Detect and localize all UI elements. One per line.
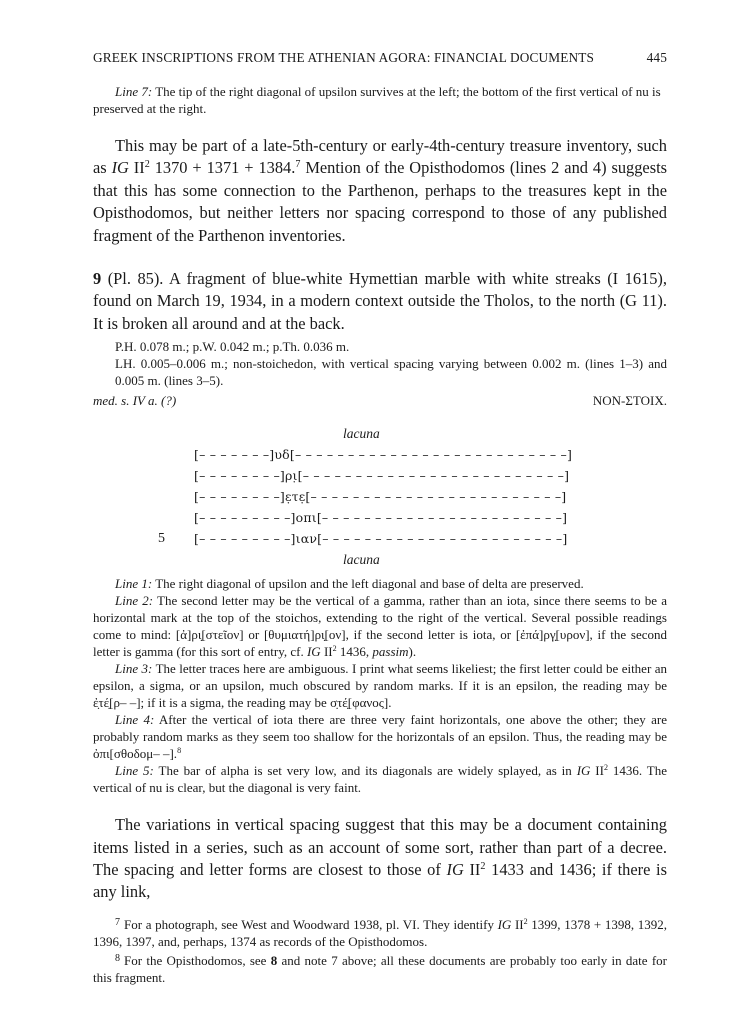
footnote-7-ig: IG bbox=[497, 916, 512, 932]
commentary-line-3-label: Line 3: bbox=[115, 661, 153, 677]
commentary-line-5-ig: IG bbox=[576, 763, 591, 779]
inscription-line-4: [– – – – – – – – –]οπι[– – – – – – – – – – – – – – – – – – – – – – –] bbox=[194, 510, 568, 526]
footnote-8 bbox=[93, 950, 667, 986]
footnote-8-text-b: and note 7 above; all these documents are probably too early in date for this fragment. bbox=[93, 952, 667, 985]
commentary-line-2-ig-rest: II bbox=[320, 644, 333, 660]
commentary-line-2-tail: 1436, bbox=[336, 644, 373, 660]
note-line-7 bbox=[93, 83, 667, 117]
entry-9-description bbox=[93, 268, 667, 335]
stoichedon-style: NON-ΣΤΟΙΧ. bbox=[592, 393, 667, 409]
running-title: GREEK INSCRIPTIONS FROM THE ATHENIAN AGORA: FINANCIAL DOCUMENTS bbox=[93, 50, 595, 65]
commentary-line-1-text: The right diagonal of upsilon and the left diagonal and base of delta are preserved. bbox=[155, 576, 584, 592]
commentary-line-5 bbox=[93, 762, 667, 796]
commentary-line-5-ig-rest: II bbox=[590, 763, 604, 779]
letter-height: LH. 0.005–0.006 m.; non-stoichedon, with vertical spacing varying between 0.002 m. (lines 1–3) and 0.005 m. (lines 3–5). bbox=[115, 356, 667, 389]
footnote-ref-7[interactable]: 7 bbox=[295, 159, 301, 171]
inscription-text bbox=[93, 423, 667, 568]
commentary bbox=[93, 575, 667, 796]
running-header bbox=[93, 50, 667, 66]
commentary-line-2-sup: 2 bbox=[332, 644, 337, 654]
entry-9-text: (Pl. 85). A fragment of blue-white Hymettian marble with white streaks (I 1615), found on March 19, 1934, in a modern context outside the Tholos, to the north (G 11). It is broken all around and at the back. bbox=[93, 269, 667, 333]
commentary-line-5-text-a: The bar of alpha is set very low, and its diagonals are widely splayed, as in bbox=[158, 763, 577, 779]
footnote-7-text-a: For a photograph, see West and Woodward 1938, pl. VI. They identify bbox=[124, 916, 498, 932]
footnote-8-text-a: For the Opisthodomos, see bbox=[124, 952, 271, 968]
para2-text-a: The variations in vertical spacing suggest that this may be a document containing items listed in a series, such as an account of some sort, rather than part of a decree. The spacing and letter forms are closest to those of bbox=[93, 815, 667, 880]
commentary-line-2-passim: passim bbox=[372, 644, 409, 660]
para1-text-b: 1370 + 1371 + 1384. bbox=[149, 158, 296, 178]
footnote-8-bold-ref: 8 bbox=[270, 952, 278, 968]
lacuna-top: lacuna bbox=[343, 426, 380, 442]
footnote-7-text-b: 1399, 1378 + 1398, 1392, 1396, 1397, and, perhaps, 1374 as records of the Opisthodomos. bbox=[93, 916, 667, 949]
entry-number: 9 bbox=[93, 269, 102, 289]
para2-ig-rest: II bbox=[463, 860, 481, 880]
commentary-line-1 bbox=[93, 575, 667, 592]
line-number-5: 5 bbox=[158, 531, 165, 547]
page bbox=[93, 50, 667, 986]
inscription-line-1: [– – – – – – –]υδ[– – – – – – – – – – – – – – – – – – – – – – – – – –] bbox=[194, 447, 573, 463]
commentary-line-4 bbox=[93, 711, 667, 762]
note-line-7-text: The tip of the right diagonal of upsilon survives at the left; the bottom of the first vertical of nu is preserved at the right. bbox=[93, 84, 661, 116]
para1-text-c: Mention of the Opisthodomos (lines 2 and 4) suggests that this has some connection to the Parthenon, perhaps to the treasures kept in the Opisthodomos, but neither letters nor spacing correspond to those of any published fragment of the Parthenon inventories. bbox=[93, 158, 667, 245]
footnote-ref-8[interactable]: 8 bbox=[177, 746, 182, 756]
commentary-line-2-ig: IG bbox=[306, 644, 321, 660]
note-line-7-label: Line 7: bbox=[115, 84, 153, 99]
footnote-8-number: 8 bbox=[115, 952, 120, 964]
footnotes bbox=[93, 914, 667, 986]
commentary-line-5-text-b: 1436. The vertical of nu is clear, but the diagonal is very faint. bbox=[93, 763, 668, 796]
lacuna-bottom: lacuna bbox=[343, 552, 380, 568]
para1-sup: 2 bbox=[144, 159, 150, 171]
commentary-line-2-text: The second letter may be the vertical of a gamma, rather than an iota, since there seems to be a horizontal mark at the top of the stoichos, extending to the right of the vertical. Several possible readings come to mind: [ἀ]ρι̣[στεῖον] or [θυμιατή]ρι̣[ον], if the second letter is iota, or [ἐπά]ργ̣[υρον], if the second letter is gamma (for this sort of entry, cf. bbox=[93, 593, 667, 660]
para2-sup: 2 bbox=[480, 860, 486, 872]
para2-ig: IG bbox=[446, 860, 464, 880]
para1-ig: IG bbox=[111, 158, 129, 178]
paragraph-vertical-spacing bbox=[93, 814, 667, 904]
commentary-line-4-label: Line 4: bbox=[115, 712, 155, 728]
commentary-line-5-label: Line 5: bbox=[115, 763, 154, 779]
commentary-line-4-text: After the vertical of iota there are three very faint horizontals, one above the other; they are probably random marks as they seem too shallow for the horizontals of an epsilon. Thus, the reading may be ὀπι[σθοδομ– –]. bbox=[93, 712, 667, 762]
page-number: 445 bbox=[646, 50, 667, 65]
dating-row bbox=[93, 393, 667, 409]
commentary-line-2-label: Line 2: bbox=[115, 593, 154, 609]
para1-ig-rest: II bbox=[128, 158, 145, 178]
inscription-line-3: [– – – – – – – –]ε̣τε̣[– – – – – – – – – – – – – – – – – – – – – – – –] bbox=[194, 489, 567, 505]
inscription-line-2: [– – – – – – – –]ρι̣[– – – – – – – – – – – – – – – – – – – – – – – – –] bbox=[194, 468, 570, 484]
dimensions: P.H. 0.078 m.; p.W. 0.042 m.; p.Th. 0.036 m. bbox=[115, 339, 350, 355]
commentary-line-3-text: The letter traces here are ambiguous. I print what seems likeliest; the first letter could be either an epsilon, a sigma, or an upsilon, much obscured by random marks. If it is an epsilon, the reading may be ἐ̣τέ̣[ρ– –]; if it is a sigma, the reading may be σ̣τέ̣[φανος]. bbox=[93, 661, 667, 711]
commentary-line-3 bbox=[93, 660, 667, 711]
footnote-7-sup: 2 bbox=[523, 917, 528, 927]
para2-text-b: 1433 and 1436; if there is any link, bbox=[93, 860, 667, 902]
commentary-line-2-end: ). bbox=[408, 644, 417, 660]
commentary-line-5-sup: 2 bbox=[603, 763, 608, 773]
para1-text-a: This may be part of a late-5th-century or early-4th-century treasure inventory, such as bbox=[93, 136, 667, 178]
inscription-line-5: [– – – – – – – – –]ιαν[– – – – – – – – – – – – – – – – – – – – – – –] bbox=[194, 531, 568, 547]
footnote-7-number: 7 bbox=[115, 916, 120, 928]
commentary-line-1-label: Line 1: bbox=[115, 576, 153, 592]
paragraph-treasure-inventory bbox=[93, 135, 667, 247]
footnote-7 bbox=[93, 914, 667, 950]
date: med. s. IV a. (?) bbox=[93, 393, 177, 409]
footnote-7-ig-rest: II bbox=[511, 916, 524, 932]
commentary-line-2 bbox=[93, 592, 667, 660]
